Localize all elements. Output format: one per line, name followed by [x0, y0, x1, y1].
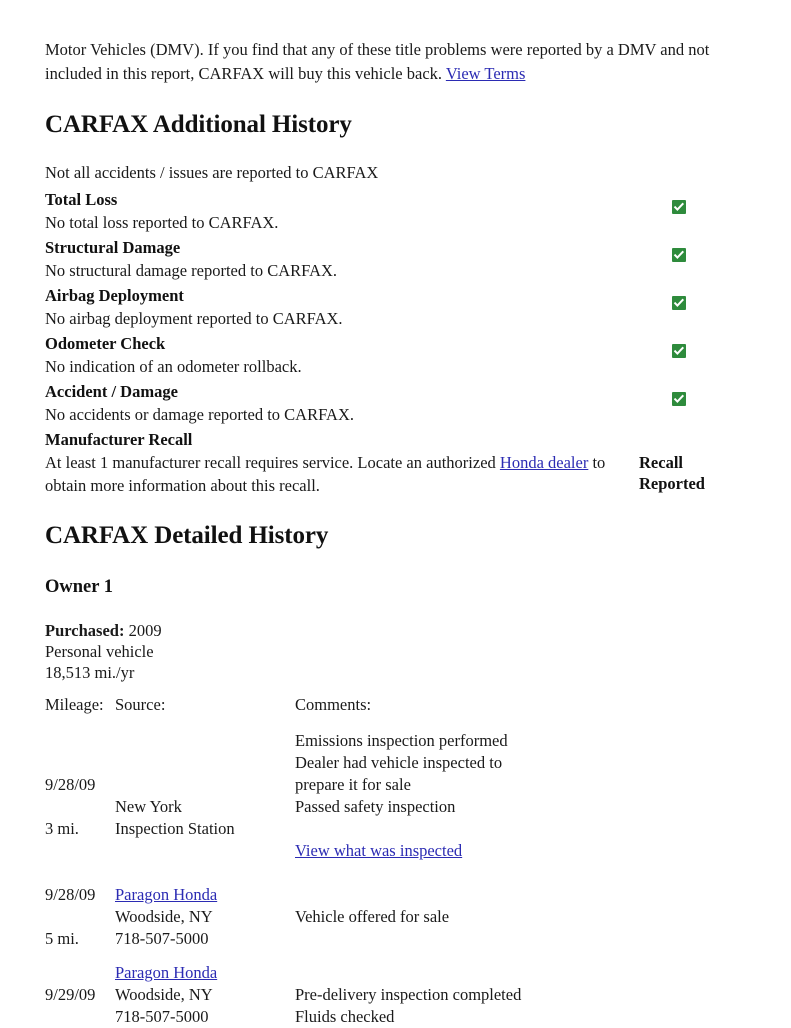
honda-dealer-link[interactable]: Honda dealer: [499, 453, 589, 472]
additional-history-item-airbag-deployment: [45, 284, 747, 330]
report-content: [45, 38, 747, 1028]
additional-history-note: Not all accidents / issues are reported to CARFAX: [45, 163, 379, 182]
comment-line: Dealer had vehicle inspected to: [295, 753, 503, 772]
view-inspection-link[interactable]: View what was inspected: [295, 841, 463, 860]
checkmark-icon: [672, 296, 686, 310]
item-title: Total Loss: [45, 190, 118, 209]
record-source: [115, 884, 295, 950]
detailed-history-heading: CARFAX Detailed History: [45, 522, 329, 549]
item-title: Structural Damage: [45, 238, 181, 257]
checkmark-icon: [672, 344, 686, 358]
status-badge: [672, 248, 686, 262]
buyback-guarantee-text: Motor Vehicles (DMV). If you find that any of these title problems were reported by a DMV and not included in this report, CARFAX will buy this vehicle back.: [45, 40, 710, 83]
source-line-2: Inspection Station: [115, 819, 235, 838]
history-records-table: [45, 694, 747, 1028]
source-line-2: Woodside, NY: [115, 985, 213, 1004]
record-comments: [295, 984, 747, 1028]
column-header-source: Source:: [115, 695, 166, 714]
record-date: 9/28/09: [45, 775, 96, 794]
annual-mileage: 18,513 mi./yr: [45, 663, 135, 682]
record-comments-cell: [295, 950, 747, 1028]
table-row: [45, 718, 747, 862]
record-source: [115, 796, 295, 840]
record-source-cell: [115, 718, 295, 862]
record-date: 9/28/09: [45, 885, 96, 904]
record-date-cell: [45, 862, 115, 950]
recall-text-after: to obtain more information about this recall.: [45, 453, 606, 495]
record-source-cell: [115, 862, 295, 950]
record-date-cell: [45, 718, 115, 862]
owner-summary: [45, 620, 747, 683]
comment-line: Emissions inspection performed: [295, 731, 508, 750]
table-row: [45, 950, 747, 1028]
additional-history-item-odometer-check: [45, 332, 747, 378]
item-description: No accidents or damage reported to CARFAX.: [45, 405, 354, 424]
source-line-2: Woodside, NY: [115, 907, 213, 926]
recall-status-text: Recall Reported: [639, 453, 705, 493]
table-row: [45, 862, 747, 950]
additional-history-item-manufacturer-recall: [45, 428, 747, 497]
purchased-value: 2009: [128, 621, 162, 640]
item-title: Odometer Check: [45, 334, 166, 353]
comment-line: Fluids checked: [295, 1007, 395, 1026]
comment-line: Passed safety inspection: [295, 797, 456, 816]
buyback-guarantee-paragraph: [45, 38, 745, 86]
view-terms-link[interactable]: View Terms: [445, 64, 526, 83]
item-description: No total loss reported to CARFAX.: [45, 213, 279, 232]
record-date-cell: [45, 950, 115, 1028]
checkmark-icon: [672, 200, 686, 214]
item-description: No indication of an odometer rollback.: [45, 357, 302, 376]
table-header-row: [45, 694, 747, 718]
column-header-comments: Comments:: [295, 695, 372, 714]
comment-line: Pre-delivery inspection completed: [295, 985, 522, 1004]
record-comments: [295, 906, 747, 928]
status-badge: [672, 296, 686, 310]
record-comments-cell: [295, 862, 747, 950]
additional-history-item-accident-damage: [45, 380, 747, 426]
source-name: New York: [115, 797, 182, 816]
status-badge: [672, 392, 686, 406]
source-phone: 718-507-5000: [115, 929, 209, 948]
record-mileage: 3 mi.: [45, 819, 79, 838]
checkmark-icon: [672, 248, 686, 262]
owner-heading: Owner 1: [45, 577, 114, 597]
record-date: 9/29/09: [45, 985, 96, 1004]
additional-history-item-total-loss: [45, 188, 747, 234]
additional-history-heading: CARFAX Additional History: [45, 111, 352, 138]
source-phone: 718-507-5000: [115, 1007, 209, 1026]
dealer-link[interactable]: Paragon Honda: [115, 885, 218, 904]
item-description: No structural damage reported to CARFAX.: [45, 261, 338, 280]
item-title: Airbag Deployment: [45, 286, 184, 305]
purchased-row: [45, 620, 747, 641]
dealer-link[interactable]: Paragon Honda: [115, 963, 218, 982]
record-comments-cell: [295, 718, 747, 862]
record-source-cell: [115, 950, 295, 1028]
record-source: [115, 962, 295, 1028]
vehicle-use: Personal vehicle: [45, 642, 154, 661]
item-description: [45, 451, 627, 497]
status-badge: [672, 200, 686, 214]
item-description: No airbag deployment reported to CARFAX.: [45, 309, 343, 328]
record-mileage: 5 mi.: [45, 929, 79, 948]
comment-line: Vehicle offered for sale: [295, 907, 450, 926]
status-badge: [672, 344, 686, 358]
item-title: Accident / Damage: [45, 382, 178, 401]
recall-text-before: At least 1 manufacturer recall requires service. Locate an authorized: [45, 453, 496, 472]
comment-line: prepare it for sale: [295, 775, 411, 794]
additional-history-item-structural-damage: [45, 236, 747, 282]
column-header-mileage: Mileage:: [45, 695, 104, 714]
item-title: Manufacturer Recall: [45, 430, 193, 449]
record-comments: [295, 730, 747, 862]
checkmark-icon: [672, 392, 686, 406]
purchased-label: Purchased:: [45, 621, 125, 640]
additional-history-list: [45, 188, 747, 497]
